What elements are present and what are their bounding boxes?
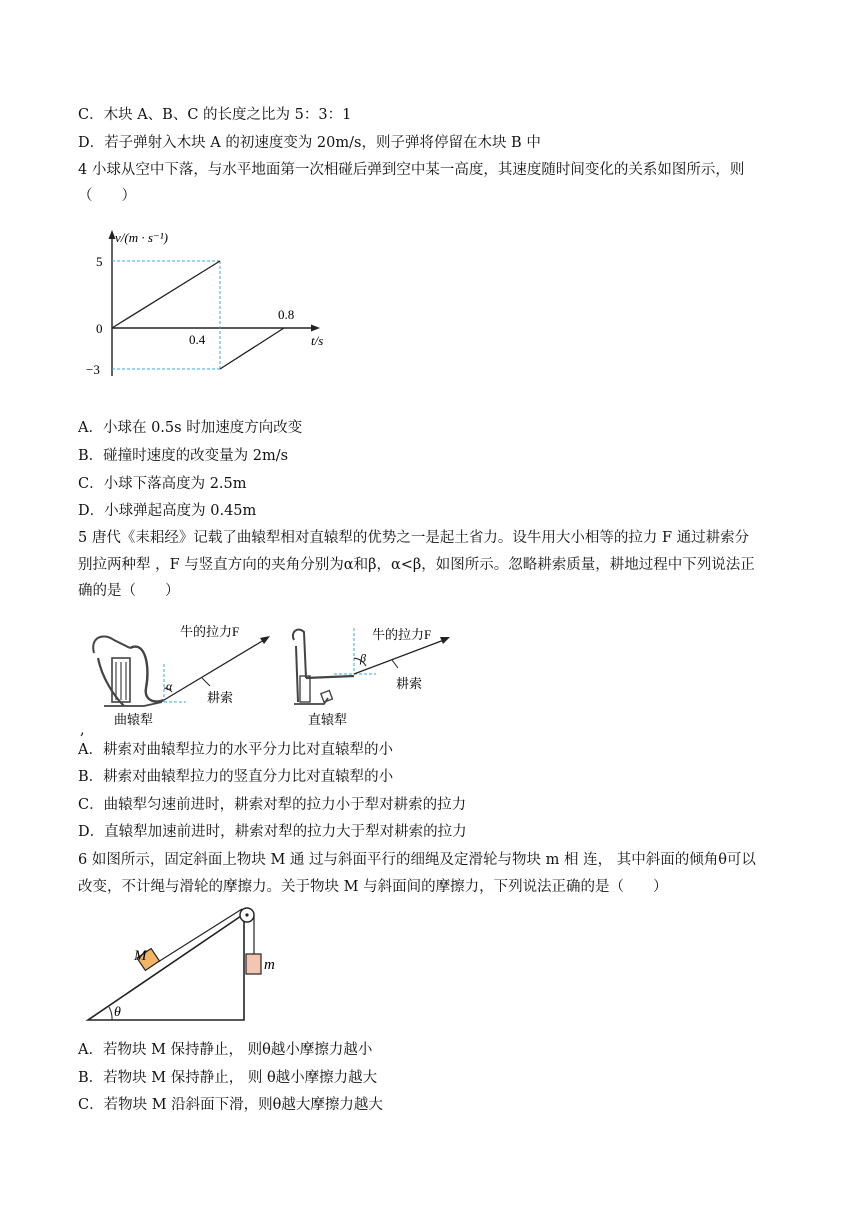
force-label-curved: 牛的拉力F: [180, 624, 240, 639]
q4-option-a: A．小球在 0.5s 时加速度方向改变: [78, 420, 303, 436]
q3-option-c: C．木块 A、B、C 的长度之比为 5：3：1: [78, 107, 352, 123]
q5-straight-plough-figure: [284, 618, 464, 728]
q6-stem-line-1: 6 如图所示，固定斜面上物块 M 通 过与斜面平行的细绳及定滑轮与物块 m 相 连， 其中斜面的倾角θ可以: [78, 852, 756, 868]
label-theta: θ: [114, 1005, 121, 1020]
label-m: m: [264, 957, 275, 973]
tick-label-5: 5: [96, 254, 103, 269]
y-axis-label: v/(m · s⁻¹): [115, 230, 168, 245]
caption-curved-plough: 曲辕犁: [114, 712, 154, 727]
q5-option-b: B．耕索对曲辕犁拉力的竖直分力比对直辕犁的小: [78, 769, 394, 785]
q6-option-c: C．若物块 M 沿斜面下滑，则θ越大摩擦力越大: [78, 1097, 383, 1113]
q6-option-a: A．若物块 M 保持静止， 则θ越小摩擦力越小: [78, 1042, 373, 1058]
force-label-straight: 牛的拉力F: [372, 627, 432, 642]
q4-stem: 4 小球从空中下落，与水平地面第一次相碰后弹到空中某一高度，其速度随时间变化的关系如图所示，则: [78, 162, 745, 178]
q4-paren: （ ）: [78, 188, 136, 204]
caption-straight-plough: 直辕犁: [308, 712, 348, 727]
q5-stem-line-2: 别拉两种犁 ，F 与竖直方向的夹角分别为α和β，α<β，如图所示。忽略耕索质量，耕地过程中下列说法正: [78, 557, 755, 573]
rebound-segment: [220, 328, 284, 369]
q5-stem-line-1: 5 唐代《耒耜经》记载了曲辕犁相对直辕犁的优势之一是起土省力。设牛用大小相等的拉力 F 通过耕索分: [78, 530, 750, 546]
tick-label-0-8: 0.8: [278, 307, 295, 322]
rope-label-straight: 耕索: [396, 676, 423, 691]
q4-option-c: C．小球下落高度为 2.5m: [78, 476, 247, 492]
q5-option-c: C．曲辕犁匀速前进时，耕索对犁的拉力小于犁对耕索的拉力: [78, 797, 467, 813]
x-axis-arrow: [311, 325, 320, 332]
q6-incline-pulley-figure: [84, 904, 294, 1026]
block-m: [246, 954, 261, 974]
q6-option-b: B．若物块 M 保持静止， 则 θ越小摩擦力越大: [78, 1070, 378, 1086]
label-M: M: [134, 948, 147, 964]
fall-segment: [112, 261, 220, 328]
q4-option-d: D．小球弹起高度为 0.45m: [78, 503, 257, 519]
q5-option-d: D．直辕犁加速前进时，耕索对犁的拉力大于犁对耕索的拉力: [78, 824, 467, 840]
incline: [88, 914, 244, 1020]
force-arrow-straight: [354, 640, 444, 674]
angle-beta: β: [360, 651, 366, 665]
x-axis-label: t/s: [311, 333, 324, 348]
q6-stem-line-2: 改变，不计绳与滑轮的摩擦力。关于物块 M 与斜面间的摩擦力，下列说法正确的是（ ）: [78, 879, 668, 895]
q4-option-b: B．碰撞时速度的改变量为 2m/s: [78, 448, 289, 464]
angle-alpha: α: [166, 679, 173, 693]
rope-label-curved: 耕索: [207, 690, 234, 705]
tick-label-neg3: −3: [86, 362, 100, 377]
q5-option-a: A．耕索对曲辕犁拉力的水平分力比对直辕犁的小: [78, 742, 393, 758]
q3-option-d: D．若子弹射入木块 A 的初速度变为 20m/s，则子弹将停留在木块 B 中: [78, 135, 541, 151]
q5-curved-plough-figure: [84, 618, 284, 728]
tick-label-0: 0: [96, 321, 103, 336]
stray-comma: ,: [80, 722, 85, 738]
q5-stem-line-3: 确的是（ ）: [78, 583, 180, 599]
q4-velocity-time-graph: [82, 226, 332, 386]
tick-label-0-4: 0.4: [189, 332, 206, 347]
